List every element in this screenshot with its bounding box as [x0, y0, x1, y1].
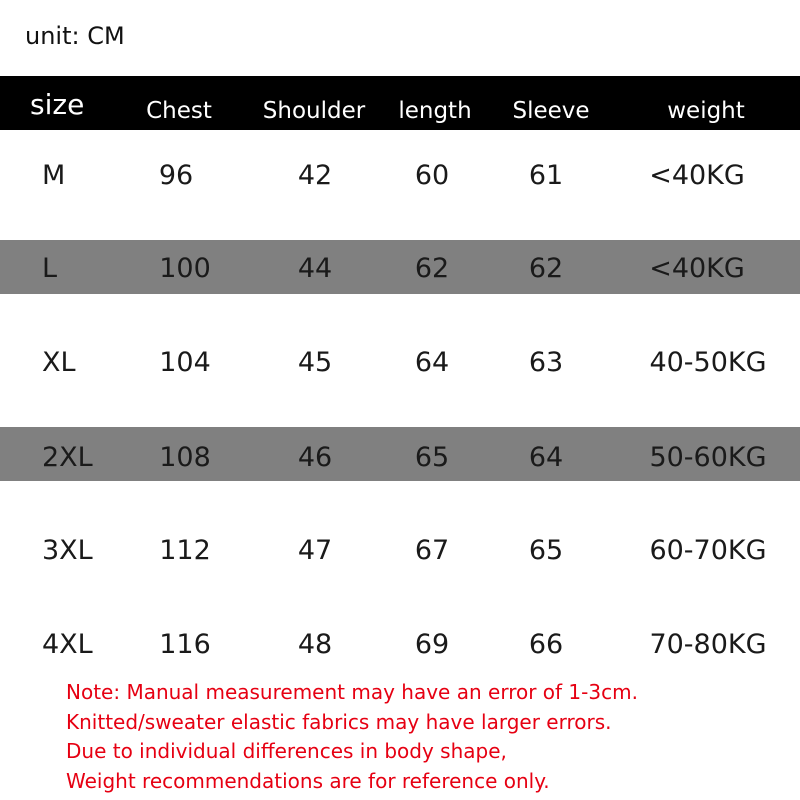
- header-length: length: [398, 98, 472, 124]
- header-sleeve: Sleeve: [512, 98, 590, 124]
- cell-chest: 112: [159, 535, 211, 566]
- cell-sleeve: 65: [528, 535, 564, 566]
- cell-size: L: [42, 253, 58, 284]
- cell-size: M: [42, 160, 66, 191]
- cell-sleeve: 63: [528, 347, 564, 378]
- note-line: Knitted/sweater elastic fabrics may have larger errors.: [66, 709, 612, 734]
- cell-chest: 116: [159, 629, 211, 660]
- cell-size: 3XL: [42, 535, 93, 566]
- cell-weight: 50-60KG: [649, 442, 767, 473]
- cell-length: 60: [414, 160, 450, 191]
- note-line: Note: Manual measurement may have an error of 1-3cm.: [66, 680, 638, 704]
- cell-shoulder: 45: [297, 347, 333, 378]
- cell-shoulder: 47: [297, 535, 333, 566]
- cell-shoulder: 42: [297, 160, 333, 191]
- note-line: Due to individual differences in body shape,: [66, 739, 507, 763]
- cell-chest: 96: [158, 160, 194, 191]
- measurement-note: [66, 678, 638, 796]
- cell-length: 64: [414, 347, 450, 378]
- cell-weight: 70-80KG: [649, 629, 767, 660]
- cell-sleeve: 64: [528, 442, 564, 473]
- unit-label: unit: CM: [25, 22, 125, 50]
- cell-weight: 40-50KG: [649, 347, 767, 378]
- cell-chest: 104: [159, 347, 211, 378]
- cell-length: 69: [414, 629, 450, 660]
- cell-length: 62: [414, 253, 450, 284]
- cell-weight: <40KG: [649, 160, 745, 191]
- header-size: size: [30, 88, 85, 121]
- cell-length: 65: [414, 442, 450, 473]
- cell-chest: 100: [159, 253, 211, 284]
- cell-size: 4XL: [42, 629, 93, 660]
- header-weight: weight: [667, 98, 745, 124]
- cell-sleeve: 61: [528, 160, 564, 191]
- cell-shoulder: 48: [297, 629, 333, 660]
- cell-weight: <40KG: [649, 253, 745, 284]
- cell-weight: 60-70KG: [649, 535, 767, 566]
- cell-size: 2XL: [42, 442, 93, 473]
- cell-sleeve: 66: [528, 629, 564, 660]
- cell-shoulder: 44: [297, 253, 333, 284]
- note-line: Weight recommendations are for reference only.: [66, 768, 550, 793]
- header-chest: Chest: [146, 98, 212, 124]
- cell-sleeve: 62: [528, 253, 564, 284]
- header-shoulder: Shoulder: [262, 98, 366, 124]
- cell-size: XL: [42, 347, 76, 378]
- cell-chest: 108: [159, 442, 211, 473]
- cell-length: 67: [414, 535, 450, 566]
- cell-shoulder: 46: [297, 442, 333, 473]
